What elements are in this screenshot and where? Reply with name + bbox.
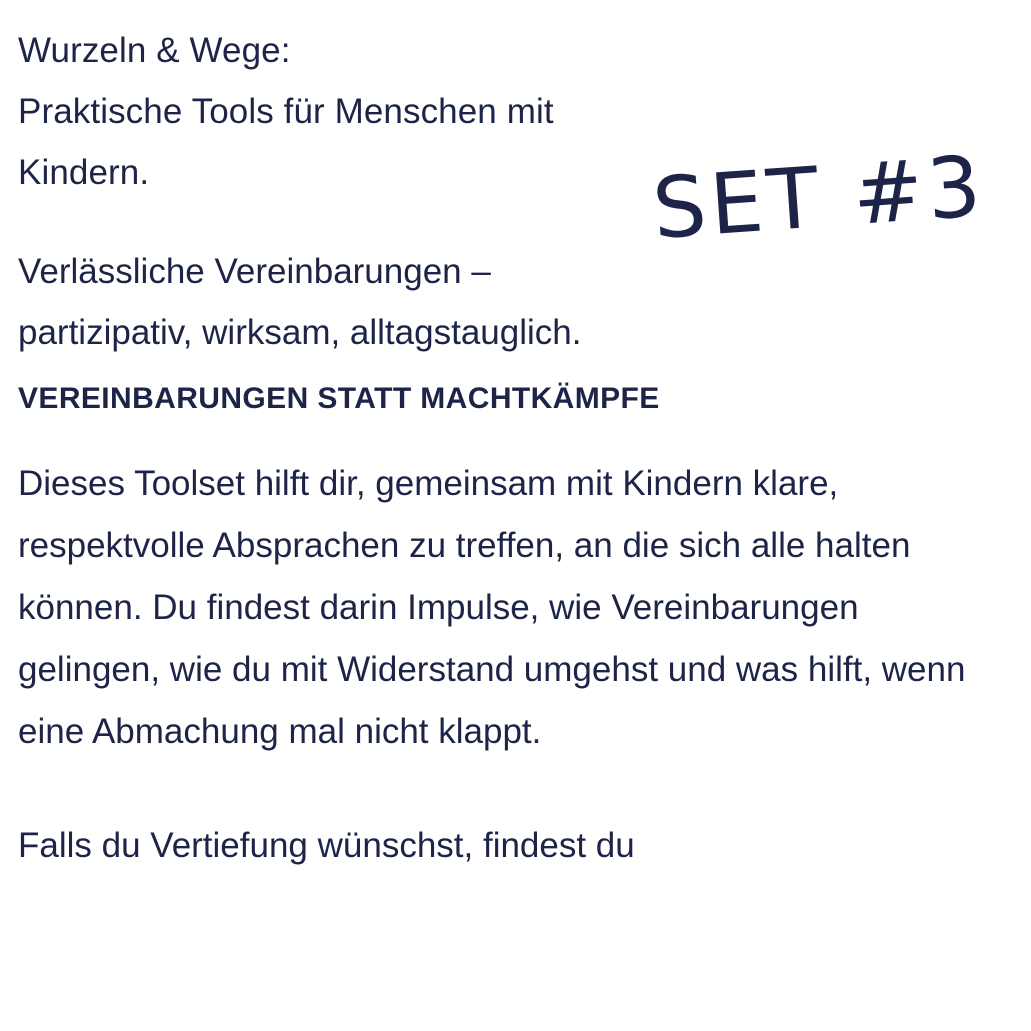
set-badge-label: SET #3 xyxy=(649,137,988,258)
subtitle-line-2: partizipativ, wirksam, alltagstauglich. xyxy=(18,313,582,352)
subtitle-paragraph xyxy=(18,241,997,363)
spacer-after-body xyxy=(18,763,997,815)
section-heading: VEREINBARUNGEN STATT MACHTKÄMPFE xyxy=(18,382,660,415)
lede-line-1: Wurzeln & Wege: xyxy=(18,31,291,70)
lede-line-2: Praktische Tools für Menschen mit xyxy=(18,92,554,131)
subtitle-line-1: Verlässliche Vereinbarungen – xyxy=(18,252,491,291)
spacer-after-subtitle xyxy=(18,363,997,377)
spacer-after-heading xyxy=(18,421,997,453)
body-paragraph: Dieses Toolset hilft dir, gemeinsam mit Kindern klare, respektvolle Absprachen zu treffen, an die sich alle halten können. Du findest darin Impulse, wie Vereinbarungen gelingen, wie du mit Widerstand umgehst und was hilft, wenn eine Abmachung mal nicht klappt. xyxy=(18,464,966,751)
spacer-after-lede xyxy=(18,203,997,241)
lede-paragraph xyxy=(18,20,997,203)
lede-line-3: Kindern. xyxy=(18,153,150,192)
body-paragraph-cutoff: Falls du Vertiefung wünschst, findest du xyxy=(18,826,635,865)
